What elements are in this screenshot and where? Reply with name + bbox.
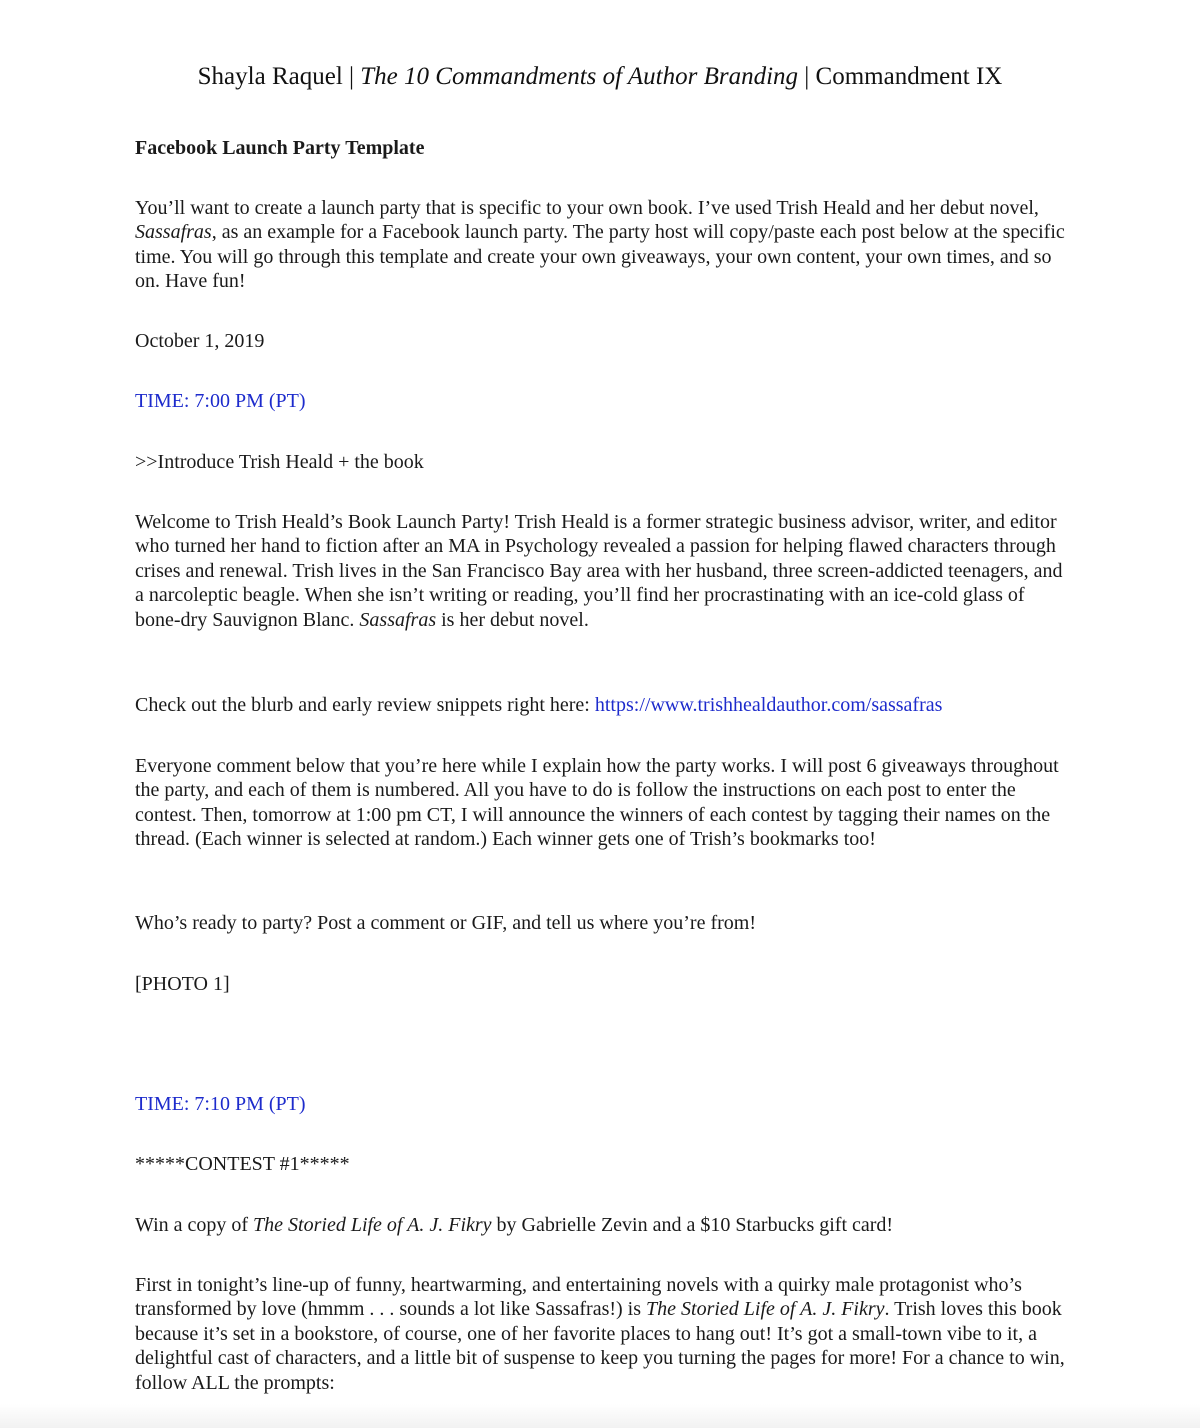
first-text-1: First in tonight’s line-up of funny, heartwarming, and entertaining novels with a quirky male protagonist who’s transformed by love (hmmm . . . sounds a lot like Sassafras!) is bbox=[135, 1274, 1022, 1321]
ready-line: Who’s ready to party? Post a comment or GIF, and tell us where you’re from! bbox=[135, 912, 757, 934]
blurb-link[interactable]: https://www.trishhealdauthor.com/sassafras bbox=[594, 694, 943, 716]
page-bottom-shadow bbox=[0, 1404, 1200, 1428]
date-line: October 1, 2019 bbox=[135, 330, 265, 352]
header-separator: | bbox=[798, 63, 816, 90]
intro-text-2: , as an example for a Facebook launch party. The party host will copy/paste each post below at the specific time. You will go through this template and create your own giveaways, your own content, your own times, and so on. Have fun! bbox=[135, 221, 1065, 293]
first-paragraph bbox=[135, 1273, 1070, 1395]
time-heading-1: TIME: 7:00 PM (PT) bbox=[135, 390, 306, 412]
win-line bbox=[135, 1213, 1070, 1237]
header-separator: | bbox=[342, 63, 361, 90]
welcome-text-1: Welcome to Trish Heald’s Book Launch Party! Trish Heald is a former strategic business advisor, writer, and editor who turned her hand to fiction after an MA in Psychology revealed a passion for helping flawed characters through crises and renewal. Trish lives in the San Francisco Bay area with her husband, three screen-addicted teenagers, and a narcoleptic beagle. When she isn’t writing or reading, you’ll find her procrastinating with an ice-cold glass of bone-dry Sauvignon Blanc. bbox=[135, 511, 1063, 631]
intro-paragraph bbox=[135, 196, 1070, 294]
first-text-2: . Trish loves this book because it’s set in a bookstore, of course, one of her favorite places to hang out! It’s got a small-town vibe to it, a delightful cast of characters, and a little bit of suspense to keep you turning the pages for more! For a chance to win, follow ALL the prompts: bbox=[135, 1298, 1065, 1394]
document-title: Facebook Launch Party Template bbox=[135, 137, 425, 159]
win-text-2: by Gabrielle Zevin and a $10 Starbucks gift card! bbox=[491, 1214, 894, 1236]
time-heading-2: TIME: 7:10 PM (PT) bbox=[135, 1093, 306, 1115]
welcome-text-2: is her debut novel. bbox=[436, 608, 589, 631]
explain-paragraph: Everyone comment below that you’re here while I explain how the party works. I will post 6 giveaways throughout the party, and each of them is numbered. All you have to do is follow the instructions on each post to enter the contest. Then, tomorrow at 1:00 pm CT, I will announce the winners of each contest by tagging their names on the thread. (Each winner is selected at random.) Each winner gets one of Trish’s bookmarks too! bbox=[135, 755, 1059, 851]
page-header bbox=[0, 60, 1200, 94]
blurb-line bbox=[135, 693, 1070, 717]
contest-heading: *****CONTEST #1***** bbox=[135, 1153, 350, 1175]
welcome-book-italic: Sassafras bbox=[359, 608, 437, 631]
first-book-italic: The Storied Life of A. J. Fikry bbox=[646, 1298, 885, 1321]
intro-heading: >>Introduce Trish Heald + the book bbox=[135, 451, 424, 473]
header-author: Shayla Raquel bbox=[197, 63, 343, 90]
win-book-italic: The Storied Life of A. J. Fikry bbox=[253, 1214, 492, 1236]
win-text-1: Win a copy of bbox=[135, 1214, 254, 1236]
intro-book-italic: Sassafras bbox=[135, 221, 212, 244]
photo-placeholder: [PHOTO 1] bbox=[135, 973, 230, 995]
blurb-text: Check out the blurb and early review snippets right here: bbox=[135, 694, 595, 716]
intro-text-1: You’ll want to create a launch party that is specific to your own book. I’ve used Trish Heald and her debut novel, bbox=[135, 197, 1039, 219]
welcome-paragraph bbox=[135, 510, 1070, 632]
header-book-title: The 10 Commandments of Author Branding bbox=[360, 63, 799, 90]
header-chapter: Commandment IX bbox=[815, 63, 1003, 90]
